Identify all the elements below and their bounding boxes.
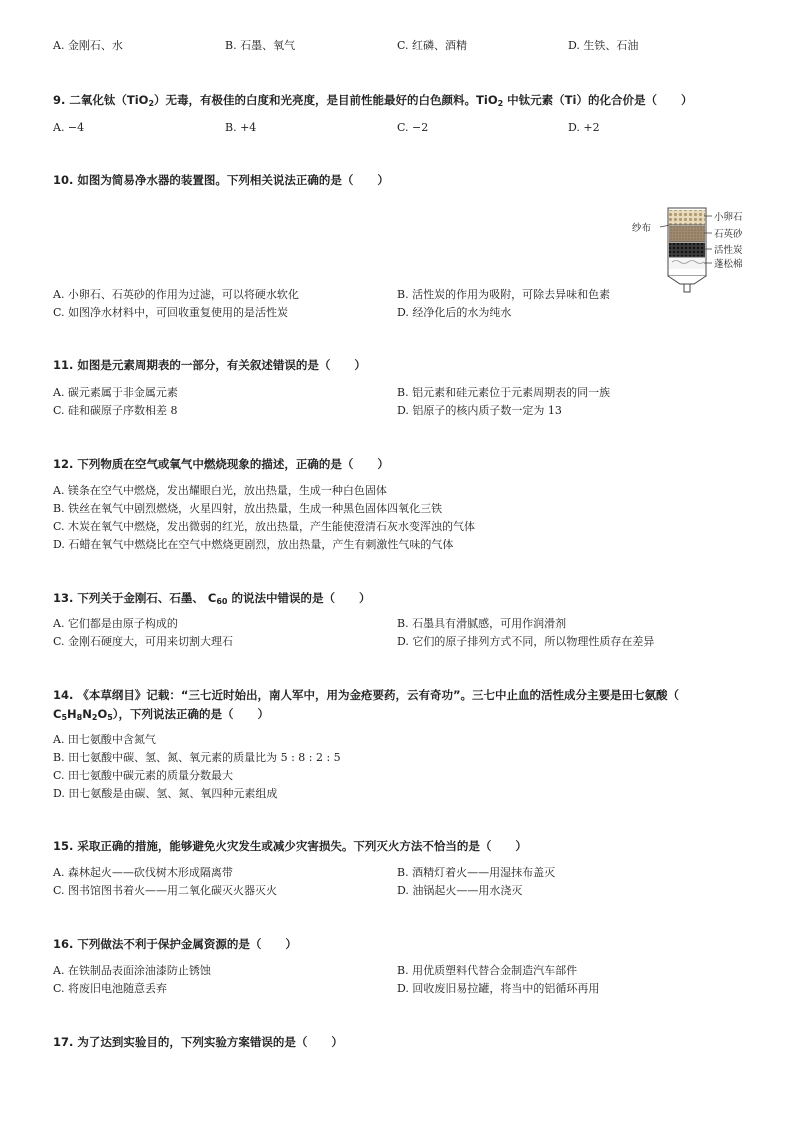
q14-option-b: B. 田七氨酸中碳、氢、氮、氧元素的质量比为 5 : 8 : 2 : 5 bbox=[53, 751, 341, 764]
water-purifier-diagram bbox=[628, 202, 778, 294]
question-13: 13. 下列关于金刚石、石墨、 $C_{60}$ 的说法中错误的是（ ） bbox=[53, 591, 371, 606]
q16-option-d: D. 回收废旧易拉罐，将当中的铝循环再用 bbox=[397, 982, 600, 995]
q13-option-a: A. 它们都是由原子构成的 bbox=[53, 617, 178, 630]
question-number: 10. bbox=[53, 173, 74, 187]
q8-option-c: C. 红磷、酒精 bbox=[397, 39, 468, 52]
question-number: 9. bbox=[53, 93, 66, 107]
q15-option-d: D. 油锅起火——用水浇灭 bbox=[397, 884, 523, 897]
question-10: 10. 如图为简易净水器的装置图。下列相关说法正确的是（ ） bbox=[53, 173, 389, 187]
q8-option-b: B. 石墨、氧气 bbox=[225, 39, 296, 52]
q11-option-c: C. 硅和碳原子序数相差 8 bbox=[53, 404, 178, 417]
question-number: 14. bbox=[53, 688, 74, 702]
q11-option-b: B. 铝元素和硅元素位于元素周期表的同一族 bbox=[397, 386, 611, 399]
q8-option-a: A. 金刚石、水 bbox=[53, 39, 123, 52]
label-quartz-sand: 石英砂 bbox=[714, 229, 743, 240]
question-number: 13. bbox=[53, 591, 74, 605]
question-number: 11. bbox=[53, 358, 74, 372]
q9-option-a: A. −4 bbox=[53, 121, 85, 134]
question-11: 11. 如图是元素周期表的一部分，有关叙述错误的是（ ） bbox=[53, 358, 366, 372]
chemical-formula: $C_5H_8N_2O_5$ bbox=[53, 707, 113, 722]
question-number: 15. bbox=[53, 839, 74, 853]
q15-option-a: A. 森林起火——砍伐树木形成隔离带 bbox=[53, 866, 233, 879]
q11-option-d: D. 铝原子的核内质子数一定为 13 bbox=[397, 404, 562, 417]
water-purifier-figure bbox=[628, 202, 778, 294]
label-cotton: 蓬松棉 bbox=[714, 259, 743, 270]
q13-option-d: D. 它们的原子排列方式不同，所以物理性质存在差异 bbox=[397, 635, 655, 648]
q16-option-a: A. 在铁制品表面涂油漆防止锈蚀 bbox=[53, 964, 211, 977]
question-number: 17. bbox=[53, 1035, 74, 1049]
question-number: 16. bbox=[53, 937, 74, 951]
q9-option-b: B. +4 bbox=[225, 121, 257, 134]
outlet-tube bbox=[684, 284, 690, 292]
q8-option-d: D. 生铁、石油 bbox=[568, 39, 639, 52]
q10-option-a: A. 小卵石、石英砂的作用为过滤，可以将硬水软化 bbox=[53, 288, 299, 301]
q15-option-c: C. 图书馆图书着火——用二氧化碳灭火器灭火 bbox=[53, 884, 278, 897]
q15-option-b: B. 酒精灯着火——用湿抹布盖灭 bbox=[397, 866, 556, 879]
quartz-sand-layer bbox=[669, 226, 705, 242]
q14-option-d: D. 田七氨酸是由碳、氢、氮、氧四种元素组成 bbox=[53, 787, 278, 800]
q13-option-b: B. 石墨具有滑腻感，可用作润滑剂 bbox=[397, 617, 567, 630]
q14-option-c: C. 田七氨酸中碳元素的质量分数最大 bbox=[53, 769, 234, 782]
question-17: 17. 为了达到实验目的，下列实验方案错误的是（ ） bbox=[53, 1035, 343, 1049]
question-number: 12. bbox=[53, 457, 74, 471]
q10-option-c: C. 如图净水材料中，可回收重复使用的是活性炭 bbox=[53, 306, 289, 319]
q13-option-c: C. 金刚石硬度大，可用来切割大理石 bbox=[53, 635, 234, 648]
q10-option-b: B. 活性炭的作用为吸附，可除去异味和色素 bbox=[397, 288, 611, 301]
label-gauze: 纱布 bbox=[632, 223, 652, 234]
q9-option-c: C. −2 bbox=[397, 121, 429, 134]
q11-option-a: A. 碳元素属于非金属元素 bbox=[53, 386, 178, 399]
question-14-line-2: $C_5H_8N_2O_5$），下列说法正确的是（ ） bbox=[53, 707, 270, 722]
label-activated-carbon: 活性炭 bbox=[714, 245, 743, 256]
question-12: 12. 下列物质在空气或氧气中燃烧现象的描述，正确的是（ ） bbox=[53, 457, 389, 471]
q16-option-b: B. 用优质塑料代替合金制造汽车部件 bbox=[397, 964, 578, 977]
q12-option-d: D. 石蜡在氧气中燃烧比在空气中燃烧更剧烈，放出热量，产生有刺激性气味的气体 bbox=[53, 538, 454, 551]
activated-carbon-layer bbox=[669, 243, 705, 257]
q10-option-d: D. 经净化后的水为纯水 bbox=[397, 306, 512, 319]
q12-option-a: A. 镁条在空气中燃烧，发出耀眼白光，放出热量，生成一种白色固体 bbox=[53, 484, 387, 497]
label-pebbles: 小卵石 bbox=[714, 212, 743, 223]
q16-option-c: C. 将废旧电池随意丢弃 bbox=[53, 982, 168, 995]
question-9: 9. 二氧化钛（TiO$_2$）无毒，有极佳的白度和光亮度，是目前性能最好的白色颜料。TiO$_2$ 中钛元素（Ti）的化合价是（ ） bbox=[53, 93, 693, 108]
q14-option-a: A. 田七氨酸中含氮气 bbox=[53, 733, 156, 746]
question-15: 15. 采取正确的措施，能够避免火灾发生或减少灾害损失。下列灭火方法不恰当的是（ ） bbox=[53, 839, 527, 853]
pebble-layer bbox=[669, 210, 705, 225]
q12-option-b: B. 铁丝在氧气中剧烈燃烧，火星四射，放出热量，生成一种黑色固体四氧化三铁 bbox=[53, 502, 443, 515]
question-14-line-1: 14. 《本草纲目》记载：“三七近时始出，南人军中，用为金疮要药，云有奇功”。三七中止血的活性成分主要是田七氨酸（ bbox=[53, 688, 680, 702]
question-16: 16. 下列做法不利于保护金属资源的是（ ） bbox=[53, 937, 297, 951]
q12-option-c: C. 木炭在氧气中燃烧，发出微弱的红光，放出热量，产生能使澄清石灰水变浑浊的气体 bbox=[53, 520, 476, 533]
q9-option-d: D. +2 bbox=[568, 121, 600, 134]
